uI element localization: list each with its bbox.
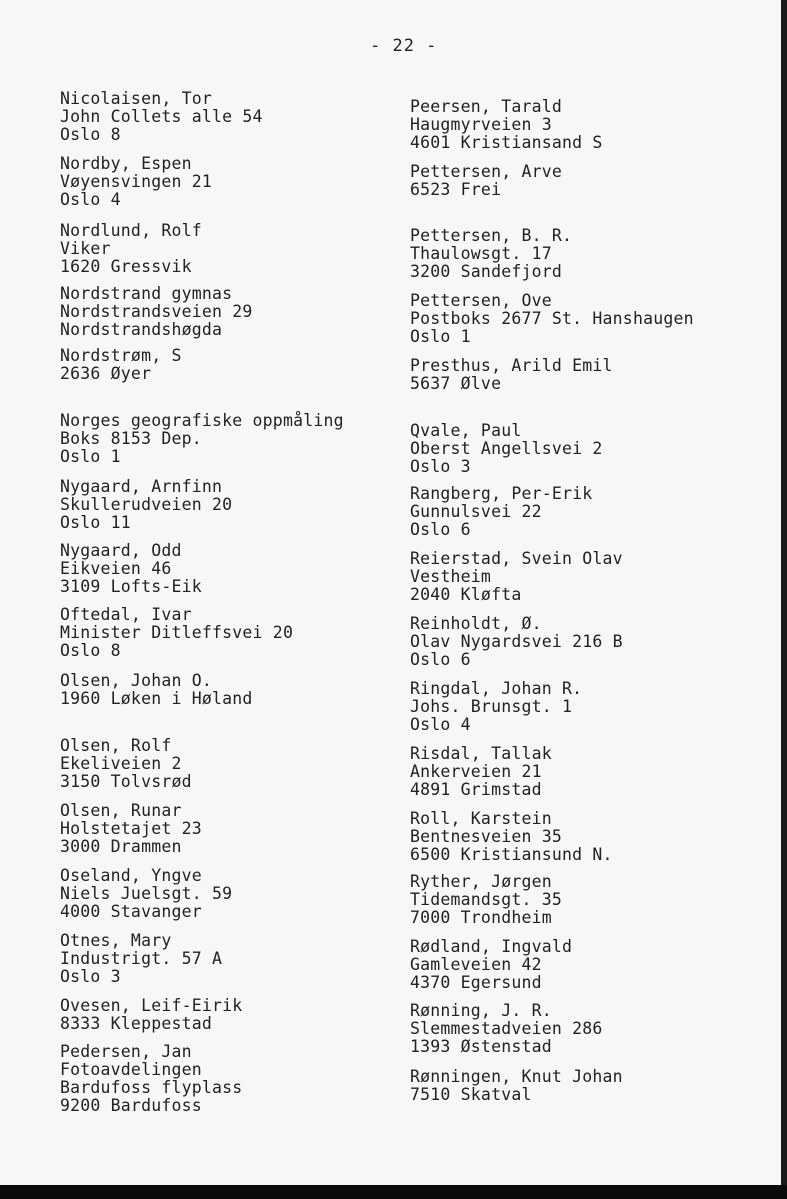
entry-name: Norges geografiske oppmåling — [60, 411, 344, 430]
address-entry — [60, 867, 430, 921]
entry-address-line: Slemmestadveien 286 — [410, 1019, 603, 1038]
entry-address-line: Postboks 2677 St. Hanshaugen — [410, 309, 694, 328]
entry-name: Risdal, Tallak — [410, 744, 552, 763]
entry-address-line: 1620 Gressvik — [60, 257, 192, 276]
entry-name: Ringdal, Johan R. — [410, 679, 583, 698]
entry-address-line: 6523 Frei — [410, 180, 502, 199]
entry-name: Pettersen, Ove — [410, 291, 552, 310]
entry-address-line: Skullerudveien 20 — [60, 495, 233, 514]
entry-address-line: Oslo 1 — [410, 327, 471, 346]
entry-address-line: Olav Nygardsvei 216 B — [410, 632, 623, 651]
entry-address-line: 1393 Østenstad — [410, 1037, 552, 1056]
address-entry — [60, 737, 430, 791]
address-entry — [60, 672, 430, 708]
entry-name: Ovesen, Leif-Eirik — [60, 996, 243, 1015]
address-entry — [60, 155, 430, 209]
address-entry — [60, 478, 430, 532]
page-number: - 22 - — [370, 36, 438, 56]
entry-name: Qvale, Paul — [410, 421, 522, 440]
scan-edge — [781, 0, 787, 1185]
entry-address-line: 5637 Ølve — [410, 374, 502, 393]
entry-name: Rødland, Ingvald — [410, 937, 573, 956]
entry-address-line: Oslo 1 — [60, 447, 121, 466]
entry-name: Pedersen, Jan — [60, 1042, 192, 1061]
entry-name: Reierstad, Svein Olav — [410, 549, 623, 568]
entry-address-line: Minister Ditleffsvei 20 — [60, 623, 294, 642]
address-entry — [60, 347, 430, 383]
entry-address-line: Oslo 6 — [410, 520, 471, 539]
address-entry — [60, 802, 430, 856]
address-entry — [410, 1068, 780, 1104]
entry-address-line: Oberst Angellsvei 2 — [410, 439, 603, 458]
entry-address-line: John Collets alle 54 — [60, 107, 263, 126]
entry-name: Rønning, J. R. — [410, 1001, 552, 1020]
entry-address-line: Gamleveien 42 — [410, 955, 542, 974]
entry-address-line: 3000 Drammen — [60, 837, 182, 856]
entry-name: Nordby, Espen — [60, 154, 192, 173]
entry-address-line: Vøyensvingen 21 — [60, 172, 213, 191]
entry-name: Pettersen, B. R. — [410, 226, 573, 245]
entry-name: Olsen, Johan O. — [60, 671, 213, 690]
address-entry — [410, 615, 780, 669]
entry-address-line: 2636 Øyer — [60, 364, 152, 383]
address-entry — [410, 357, 780, 393]
entry-name: Nygaard, Arnfinn — [60, 477, 223, 496]
entry-name: Nordlund, Rolf — [60, 221, 202, 240]
address-entry — [410, 680, 780, 734]
entry-name: Roll, Karstein — [410, 809, 552, 828]
entry-address-line: Fotoavdelingen — [60, 1060, 202, 1079]
entry-address-line: Oslo 4 — [410, 715, 471, 734]
entry-address-line: 7000 Trondheim — [410, 908, 552, 927]
entry-address-line: Gunnulsvei 22 — [410, 502, 542, 521]
entry-address-line: Nordstrandsveien 29 — [60, 302, 253, 321]
entry-address-line: Vestheim — [410, 567, 492, 586]
entry-address-line: Oslo 8 — [60, 125, 121, 144]
entry-name: Otnes, Mary — [60, 931, 172, 950]
address-entry — [410, 98, 780, 152]
entry-address-line: 4000 Stavanger — [60, 902, 202, 921]
entry-address-line: Viker — [60, 239, 111, 258]
entry-address-line: Ekeliveien 2 — [60, 754, 182, 773]
entry-address-line: 4891 Grimstad — [410, 780, 542, 799]
entry-address-line: Johs. Brunsgt. 1 — [410, 697, 573, 716]
address-entry — [60, 90, 430, 144]
entry-address-line: 1960 Løken i Høland — [60, 689, 253, 708]
entry-address-line: Oslo 6 — [410, 650, 471, 669]
address-entry — [60, 997, 430, 1033]
entry-address-line: Oslo 3 — [60, 967, 121, 986]
address-entry — [410, 810, 780, 864]
entry-name: Nygaard, Odd — [60, 541, 182, 560]
entry-name: Rangberg, Per-Erik — [410, 484, 593, 503]
address-entry — [60, 285, 430, 339]
entry-address-line: Eikveien 46 — [60, 559, 172, 578]
entry-address-line: 4370 Egersund — [410, 973, 542, 992]
entry-address-line: 3109 Lofts-Eik — [60, 577, 202, 596]
address-entry — [410, 938, 780, 992]
entry-address-line: 6500 Kristiansund N. — [410, 845, 613, 864]
address-entry — [60, 412, 430, 466]
entry-address-line: Thaulowsgt. 17 — [410, 244, 552, 263]
entry-address-line: 3150 Tolvsrød — [60, 772, 192, 791]
entry-address-line: Niels Juelsgt. 59 — [60, 884, 233, 903]
address-entry — [60, 932, 430, 986]
entry-address-line: 4601 Kristiansand S — [410, 133, 603, 152]
entry-address-line: Nordstrandshøgda — [60, 320, 223, 339]
entry-address-line: Tidemandsgt. 35 — [410, 890, 563, 909]
entry-address-line: Bentnesveien 35 — [410, 827, 563, 846]
entry-address-line: 2040 Kløfta — [410, 585, 522, 604]
entry-address-line: Ankerveien 21 — [410, 762, 542, 781]
entry-address-line: 8333 Kleppestad — [60, 1014, 213, 1033]
address-entry — [410, 292, 780, 346]
address-entry — [410, 873, 780, 927]
entry-name: Nordstrøm, S — [60, 346, 182, 365]
entry-address-line: 7510 Skatval — [410, 1085, 532, 1104]
entry-address-line: Bardufoss flyplass — [60, 1078, 243, 1097]
address-entry — [410, 485, 780, 539]
entry-address-line: Industrigt. 57 A — [60, 949, 223, 968]
entry-address-line: 3200 Sandefjord — [410, 262, 563, 281]
entry-name: Nicolaisen, Tor — [60, 89, 213, 108]
entry-name: Oftedal, Ivar — [60, 605, 192, 624]
entry-address-line: Holstetajet 23 — [60, 819, 202, 838]
address-entry — [410, 422, 780, 476]
address-entry — [60, 222, 430, 276]
address-entry — [410, 745, 780, 799]
entry-name: Nordstrand gymnas — [60, 284, 233, 303]
entry-address-line: Boks 8153 Dep. — [60, 429, 202, 448]
address-entry — [60, 542, 430, 596]
entry-name: Reinholdt, Ø. — [410, 614, 542, 633]
address-entry — [410, 550, 780, 604]
address-entry — [410, 227, 780, 281]
address-entry — [60, 606, 430, 660]
entry-address-line: Oslo 8 — [60, 641, 121, 660]
entry-name: Pettersen, Arve — [410, 162, 563, 181]
scan-bottom-border — [0, 1185, 787, 1199]
entry-name: Peersen, Tarald — [410, 97, 563, 116]
entry-name: Rønningen, Knut Johan — [410, 1067, 623, 1086]
entry-address-line: Oslo 3 — [410, 457, 471, 476]
entry-name: Ryther, Jørgen — [410, 872, 552, 891]
entry-address-line: Oslo 4 — [60, 190, 121, 209]
entry-address-line: 9200 Bardufoss — [60, 1096, 202, 1115]
entry-name: Olsen, Runar — [60, 801, 182, 820]
entry-name: Oseland, Yngve — [60, 866, 202, 885]
entry-name: Presthus, Arild Emil — [410, 356, 613, 375]
entry-address-line: Haugmyrveien 3 — [410, 115, 552, 134]
entry-address-line: Oslo 11 — [60, 513, 131, 532]
entry-name: Olsen, Rolf — [60, 736, 172, 755]
address-entry — [410, 163, 780, 199]
address-entry — [60, 1043, 430, 1115]
address-entry — [410, 1002, 780, 1056]
